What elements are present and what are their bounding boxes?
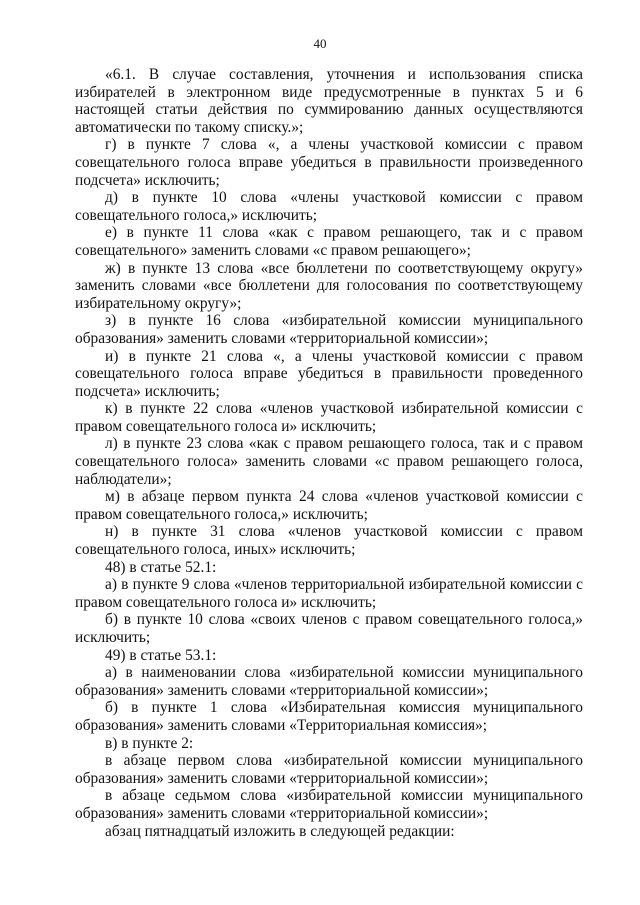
paragraph: а) в пункте 9 слова «членов территориальной избирательной комиссии с правом совещательного голоса и» исключить; [75, 576, 583, 611]
paragraph: д) в пункте 10 слова «члены участковой комиссии с правом совещательного голоса,» исключить; [75, 189, 583, 224]
paragraph: в абзаце первом слова «избирательной комиссии муниципального образования» заменить словами «территориальной комиссии»; [75, 752, 583, 787]
paragraph: з) в пункте 16 слова «избирательной комиссии муниципального образования» заменить словами «территориальной комиссии»; [75, 312, 583, 347]
paragraph: к) в пункте 22 слова «членов участковой избирательной комиссии с правом совещательного голоса и» исключить; [75, 400, 583, 435]
paragraph: л) в пункте 23 слова «как с правом решающего голоса, так и с правом совещательного голоса» заменить словами «с правом решающего голоса, наблюдатели»; [75, 435, 583, 488]
paragraph: м) в абзаце первом пункта 24 слова «членов участковой комиссии с правом совещательного голоса,» исключить; [75, 488, 583, 523]
paragraph: в абзаце седьмом слова «избирательной комиссии муниципального образования» заменить словами «территориальной комиссии»; [75, 787, 583, 822]
paragraph: б) в пункте 1 слова «Избирательная комиссия муниципального образования» заменить словами «Территориальная комиссия»; [75, 699, 583, 734]
paragraph: и) в пункте 21 слова «, а члены участковой комиссии с правом совещательного голоса вправе убедиться в правильности проведенного подсчета» исключить; [75, 347, 583, 400]
paragraph: ж) в пункте 13 слова «все бюллетени по соответствующему округу» заменить словами «все бюллетени для голосования по соответствующему избирательному округу»; [75, 259, 583, 312]
paragraph: а) в наименовании слова «избирательной комиссии муниципального образования» заменить словами «территориальной комиссии»; [75, 664, 583, 699]
paragraph: г) в пункте 7 слова «, а члены участковой комиссии с правом совещательного голоса вправе убедиться в правильности произведенного подсчета» исключить; [75, 136, 583, 189]
document-body [75, 66, 583, 840]
paragraph: е) в пункте 11 слова «как с правом решающего, так и с правом совещательного» заменить словами «с правом решающего»; [75, 224, 583, 259]
paragraph: н) в пункте 31 слова «членов участковой комиссии с правом совещательного голоса, иных» исключить; [75, 523, 583, 559]
paragraph: в) в пункте 2: [105, 734, 194, 752]
paragraph: б) в пункте 10 слова «своих членов с правом совещательного голоса,» исключить; [75, 611, 583, 646]
paragraph: 49) в статье 53.1: [105, 646, 217, 664]
paragraph: 48) в статье 52.1: [105, 558, 217, 576]
paragraph: абзац пятнадцатый изложить в следующей редакции: [105, 822, 455, 840]
page-number: 40 [313, 36, 327, 51]
paragraph: «6.1. В случае составления, уточнения и использования списка избирателей в электронном виде предусмотренные в пунктах 5 и 6 настоящей статьи действия по суммированию данных осуществляются автоматически по такому списку.»; [75, 66, 583, 136]
